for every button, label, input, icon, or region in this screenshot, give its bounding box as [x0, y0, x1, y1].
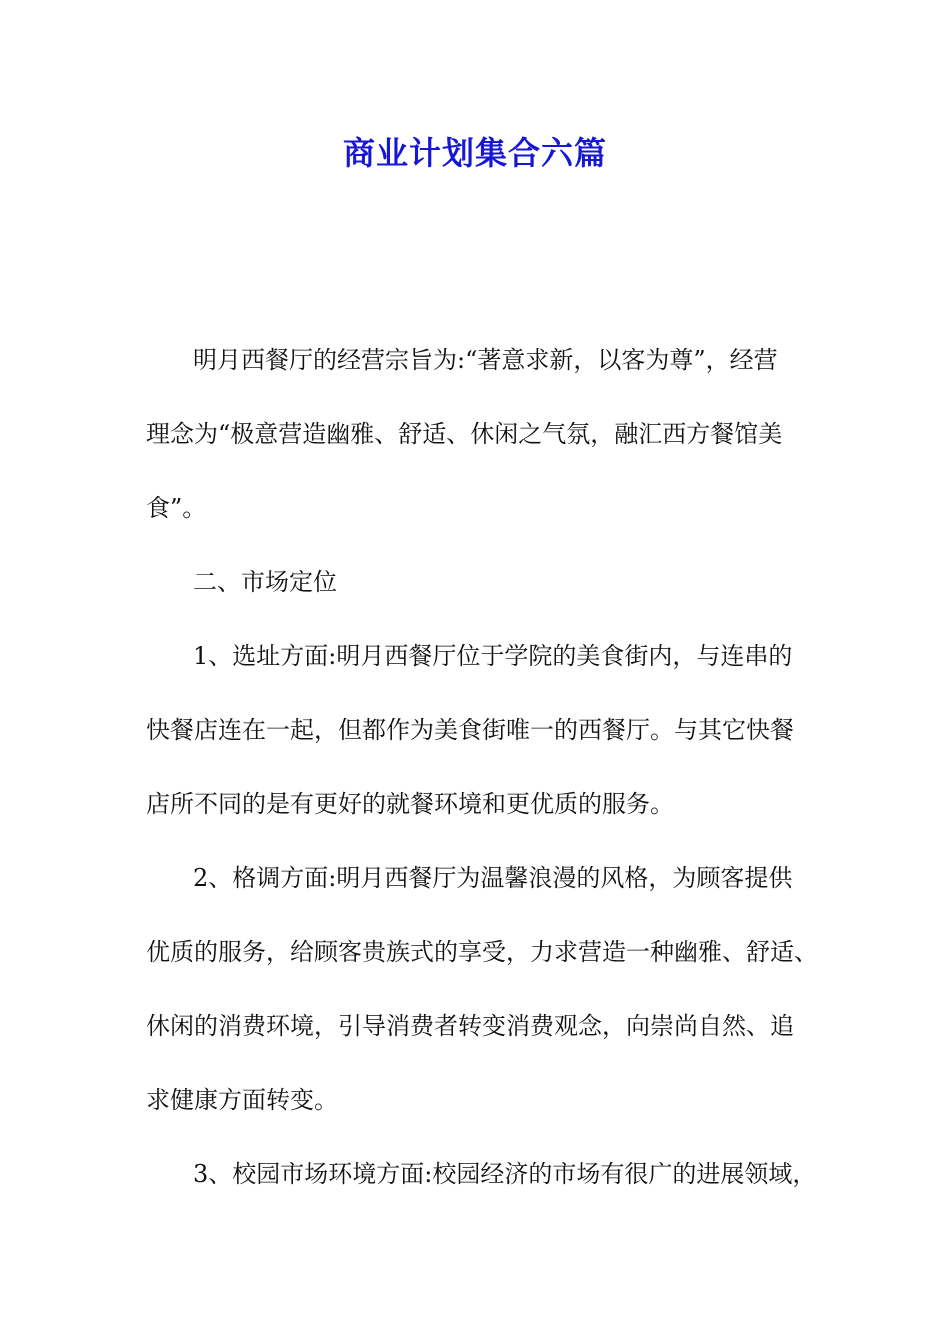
- paragraph-line: 1、选址方面:明月西餐厅位于学院的美食街内，与连串的: [193, 642, 793, 670]
- paragraph-line: 店所不同的是有更好的就餐环境和更优质的服务。: [146, 790, 674, 818]
- paragraph-line: 休闲的消费环境，引导消费者转变消费观念，向崇尚自然、追: [146, 1012, 794, 1040]
- paragraph-line: 优质的服务，给顾客贵族式的享受，力求营造一种幽雅、舒适、: [146, 938, 818, 966]
- paragraph-line: 2、格调方面:明月西餐厅为温馨浪漫的风格，为顾客提供: [193, 864, 793, 892]
- paragraph-line: 求健康方面转变。: [146, 1086, 338, 1114]
- paragraph-line: 理念为“极意营造幽雅、舒适、休闲之气氛，融汇西方餐馆美: [146, 420, 783, 448]
- section-heading: 二、市场定位: [193, 568, 337, 596]
- document-title: 商业计划集合六篇: [342, 134, 607, 172]
- paragraph-line: 快餐店连在一起，但都作为美食街唯一的西餐厅。与其它快餐: [146, 716, 794, 744]
- paragraph-line: 食”。: [146, 494, 207, 522]
- paragraph-line: 明月西餐厅的经营宗旨为:“著意求新，以客为尊”，经营: [193, 346, 778, 374]
- paragraph-line: 3、校园市场环境方面:校园经济的市场有很广的进展领域，: [193, 1160, 817, 1188]
